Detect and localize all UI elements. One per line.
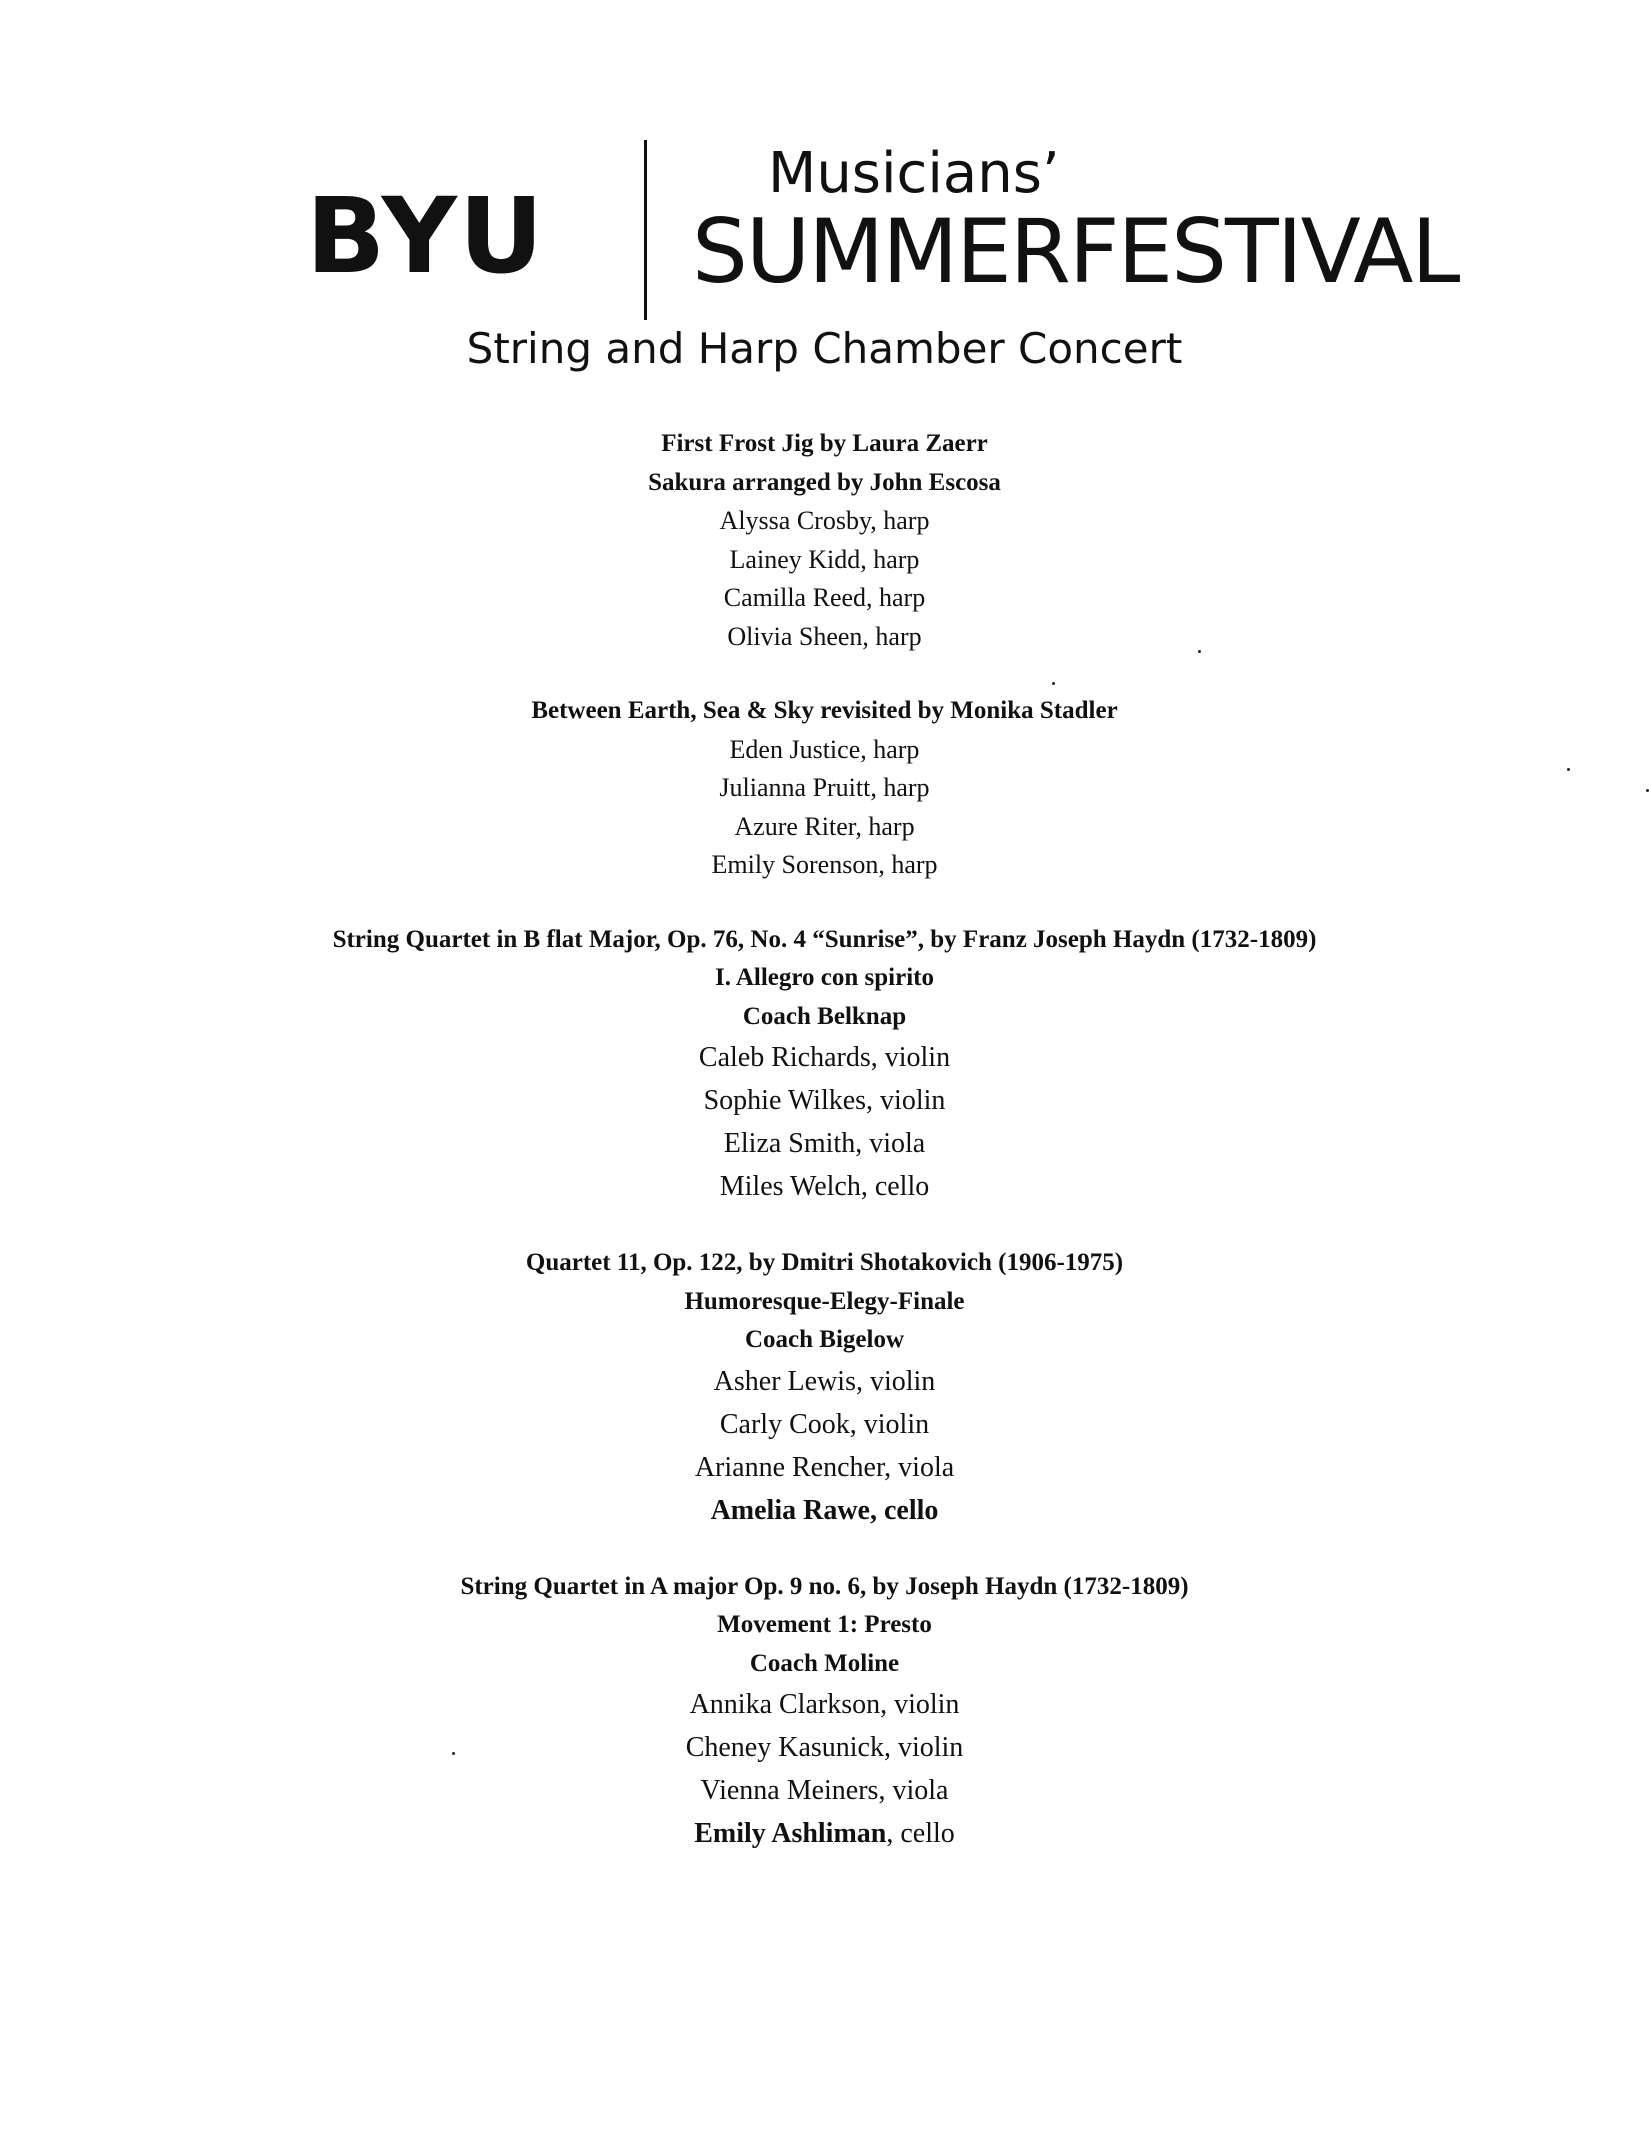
movement-title: Humoresque-Elegy-Finale bbox=[684, 1287, 965, 1315]
performer: Annika Clarkson, violin bbox=[689, 1689, 960, 1720]
performer: Lainey Kidd, harp bbox=[729, 544, 920, 574]
performer: Azure Riter, harp bbox=[734, 811, 915, 841]
performer-name: Emily Ashliman bbox=[694, 1818, 887, 1849]
piece-title: Quartet 11, Op. 122, by Dmitri Shotakovich (1906-1975) bbox=[525, 1249, 1124, 1276]
coach-name: Coach Belknap bbox=[742, 1002, 907, 1030]
scan-speck bbox=[1198, 650, 1201, 653]
performer: Alyssa Crosby, harp bbox=[719, 506, 930, 535]
performer: Julianna Pruitt, harp bbox=[719, 773, 930, 802]
program-list bbox=[0, 425, 1649, 1891]
piece-title: String Quartet in A major Op. 9 no. 6, by Joseph Haydn (1732-1809) bbox=[460, 1572, 1189, 1600]
performer: Cheney Kasunick, violin bbox=[685, 1732, 964, 1763]
performer: Eden Justice, harp bbox=[729, 734, 920, 764]
coach-name: Coach Bigelow bbox=[744, 1326, 905, 1353]
movement-title: I. Allegro con spirito bbox=[715, 964, 934, 991]
performer: Carly Cook, violin bbox=[719, 1408, 930, 1440]
performer: Sophie Wilkes, violin bbox=[703, 1085, 946, 1116]
coach-name: Coach Moline bbox=[749, 1649, 900, 1677]
program-group-1 bbox=[0, 425, 1649, 656]
logo-divider bbox=[644, 140, 647, 320]
scan-speck bbox=[452, 1752, 455, 1755]
program-group-3 bbox=[0, 921, 1649, 1209]
performer-instrument: , cello bbox=[886, 1818, 955, 1849]
performer: Caleb Richards, violin bbox=[698, 1042, 951, 1073]
program-group-5 bbox=[0, 1568, 1649, 1856]
performer: Vienna Meiners, viola bbox=[700, 1775, 949, 1806]
piece-title: String Quartet in B flat Major, Op. 76, No. 4 “Sunrise”, by Franz Joseph Haydn (1732-1809) bbox=[332, 925, 1317, 953]
movement-title: Movement 1: Presto bbox=[717, 1611, 932, 1638]
performer: Olivia Sheen, harp bbox=[727, 621, 922, 651]
logo-musicians-text: Musicians’ bbox=[768, 141, 1060, 206]
performer: Emily Sorenson, harp bbox=[711, 850, 938, 879]
festival-logo bbox=[300, 140, 1459, 320]
performer: Camilla Reed, harp bbox=[723, 583, 926, 612]
scan-speck bbox=[1567, 768, 1570, 771]
concert-title: String and Harp Chamber Concert bbox=[466, 324, 1183, 373]
program-group-4 bbox=[0, 1244, 1649, 1532]
piece-title: First Frost Jig by Laura Zaerr bbox=[661, 430, 988, 457]
scan-speck bbox=[1052, 682, 1055, 685]
performer: Asher Lewis, violin bbox=[713, 1365, 936, 1397]
performer: Eliza Smith, viola bbox=[723, 1128, 926, 1159]
piece-title: Between Earth, Sea & Sky revisited by Monika Stadler bbox=[531, 697, 1118, 724]
performer: Arianne Rencher, viola bbox=[694, 1451, 955, 1483]
performer: Miles Welch, cello bbox=[719, 1171, 930, 1202]
performer bbox=[0, 1812, 1649, 1855]
byu-logo-text: BYU bbox=[306, 175, 546, 297]
program-group-2 bbox=[0, 692, 1649, 885]
piece-title: Sakura arranged by John Escosa bbox=[648, 468, 1001, 496]
logo-summer-festival-text: SUMMERFESTIVAL bbox=[692, 200, 1459, 303]
performer: Amelia Rawe, cello bbox=[710, 1494, 939, 1526]
